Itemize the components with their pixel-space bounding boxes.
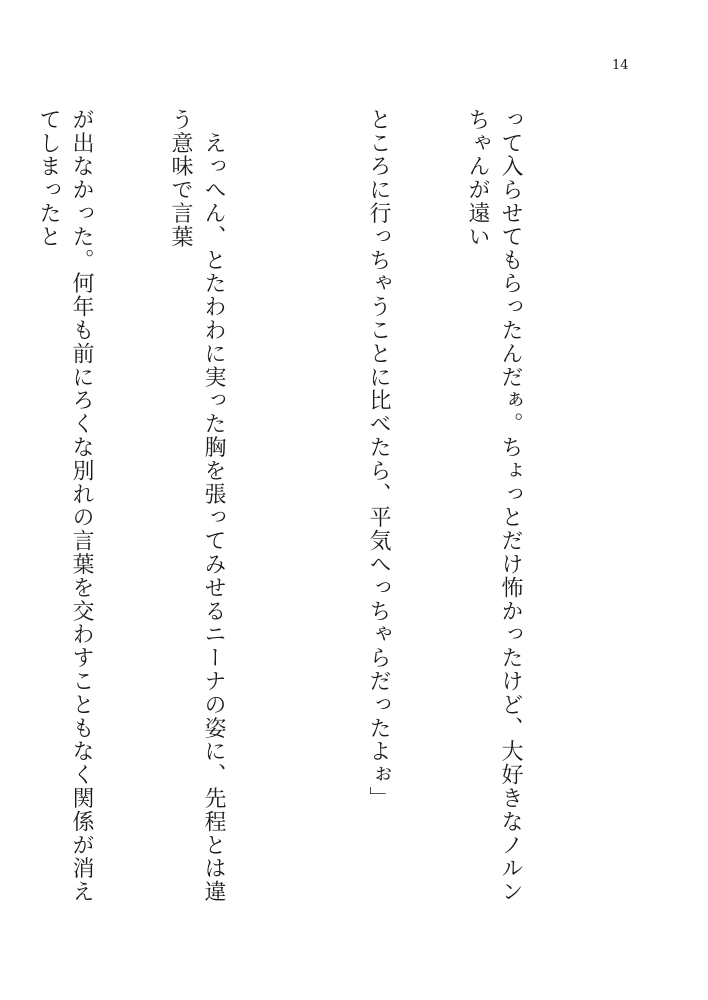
text-line: が出なかった。何年も前にろくな別れの言葉を交わすこともなく関係が消えてしまったと [36,108,94,904]
text-line: ところに行っちゃうことに比べたら、平気へっちゃらだったよぉ」 [366,108,391,810]
page-number: 14 [612,58,629,73]
novel-text-body [0,108,593,918]
text-line: って入らせてもらったんだぁ。ちょっとだけ怖かったけど、大好きなノルンちゃんが遠い [465,108,523,904]
text-line: えっへん、とたわわに実った胸を張ってみせるニーナの姿に、先程とは違う意味で言葉 [168,108,226,904]
